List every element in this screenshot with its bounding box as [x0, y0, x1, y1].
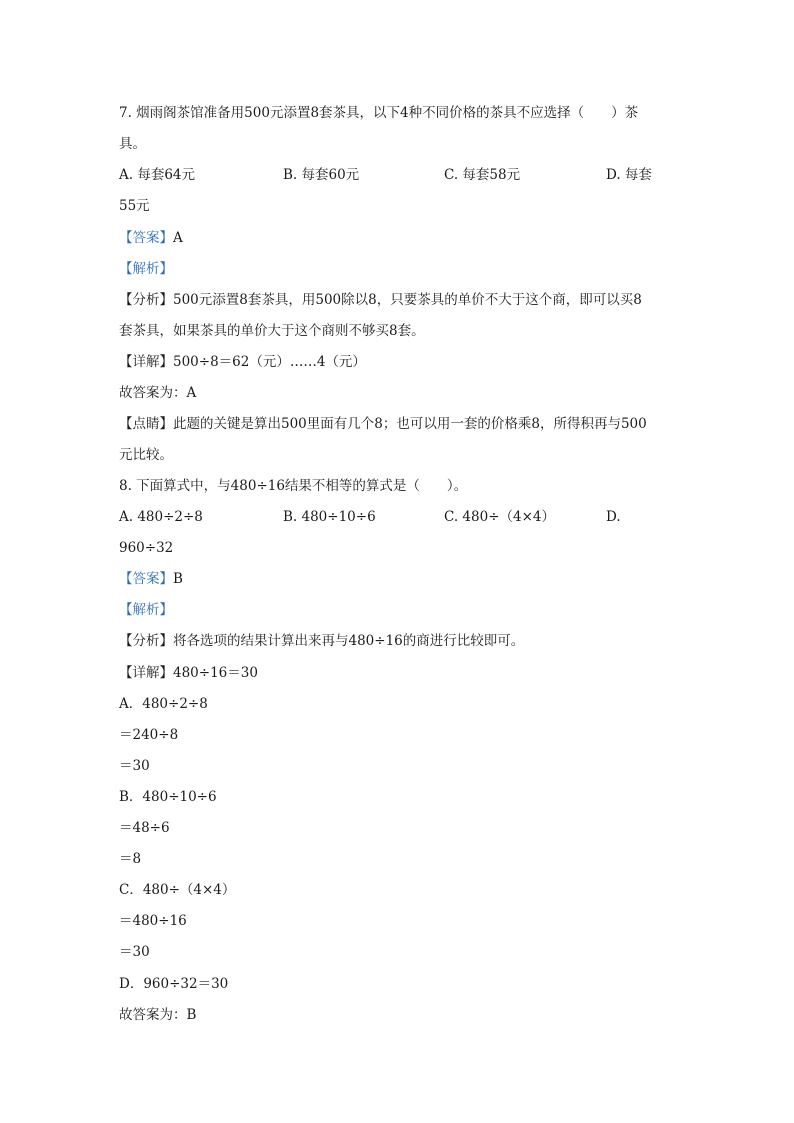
q8-stem: 8. 下面算式中，与480÷16结果不相等的算式是（ ）。	[119, 478, 468, 494]
q8-option-c: C. 480÷（4×4）	[444, 509, 555, 525]
q8-fenxi-text: 将各选项的结果计算出来再与480÷16的商进行比较即可。	[173, 633, 525, 649]
q7-option-d-cont: 55元	[119, 198, 150, 214]
q7-answer: A	[173, 230, 183, 246]
q8-conclusion: 故答案为：B	[119, 1007, 197, 1023]
q7-analysis-tag: 【解析】	[119, 261, 173, 277]
q7-option-a: A. 每套64元	[119, 167, 196, 183]
q8-step: ＝8	[119, 851, 142, 867]
q7-option-c: C. 每套58元	[444, 167, 521, 183]
q8-step: ＝48÷6	[119, 820, 170, 836]
q8-answer-row	[119, 569, 183, 589]
q8-option-b: B. 480÷10÷6	[283, 509, 376, 525]
q7-conclusion: 故答案为：A	[119, 385, 197, 401]
q8-option-a: A. 480÷2÷8	[119, 509, 203, 525]
q8-step: ＝240÷8	[119, 727, 179, 743]
q8-step: C．480÷（4×4）	[119, 882, 236, 898]
q8-option-d-cont: 960÷32	[119, 540, 174, 556]
q7-dianjing-line2: 元比较。	[119, 447, 173, 463]
q8-step: B．480÷10÷6	[119, 789, 217, 805]
q7-answer-row	[119, 228, 183, 248]
q7-fenxi-text1: 500元添置8套茶具，用500除以8，只要茶具的单价不大于这个商，即可以买8	[173, 292, 642, 308]
q8-detail-tag: 【详解】	[119, 665, 173, 681]
q8-answer: B	[173, 571, 183, 587]
q7-dianjing-text1: 此题的关键是算出500里面有几个8；也可以用一套的价格乘8，所得积再与500	[173, 416, 647, 432]
q7-detail-line	[119, 352, 366, 372]
q7-answer-tag: 【答案】	[119, 230, 173, 246]
q8-step: ＝30	[119, 944, 150, 960]
q7-detail-text: 500÷8＝62（元）……4（元）	[173, 354, 366, 370]
q7-fenxi-tag: 【分析】	[119, 292, 173, 308]
q8-detail-text: 480÷16＝30	[173, 665, 258, 681]
q8-step: ＝30	[119, 758, 150, 774]
q7-option-b: B. 每套60元	[283, 167, 360, 183]
q7-dianjing-line1	[119, 414, 647, 434]
q7-stem-line1: 7. 烟雨阁茶馆准备用500元添置8套茶具，以下4种不同价格的茶具不应选择（ ）茶	[119, 105, 639, 121]
q8-fenxi-line	[119, 631, 524, 651]
q7-stem-line2: 具。	[119, 136, 146, 152]
q8-step: ＝480÷16	[119, 913, 187, 929]
q8-analysis-tag: 【解析】	[119, 602, 173, 618]
q8-fenxi-tag: 【分析】	[119, 633, 173, 649]
q7-fenxi-line1	[119, 290, 642, 310]
q8-detail-line	[119, 663, 258, 683]
q7-detail-tag: 【详解】	[119, 354, 173, 370]
q8-option-d: D.	[606, 509, 621, 525]
q8-step: A．480÷2÷8	[119, 696, 208, 712]
q8-answer-tag: 【答案】	[119, 571, 173, 587]
q8-step: D．960÷32＝30	[119, 976, 229, 992]
q7-dianjing-tag: 【点睛】	[119, 416, 173, 432]
q7-option-d: D. 每套	[606, 167, 652, 183]
q7-fenxi-line2: 套茶具，如果茶具的单价大于这个商则不够买8套。	[119, 323, 425, 339]
